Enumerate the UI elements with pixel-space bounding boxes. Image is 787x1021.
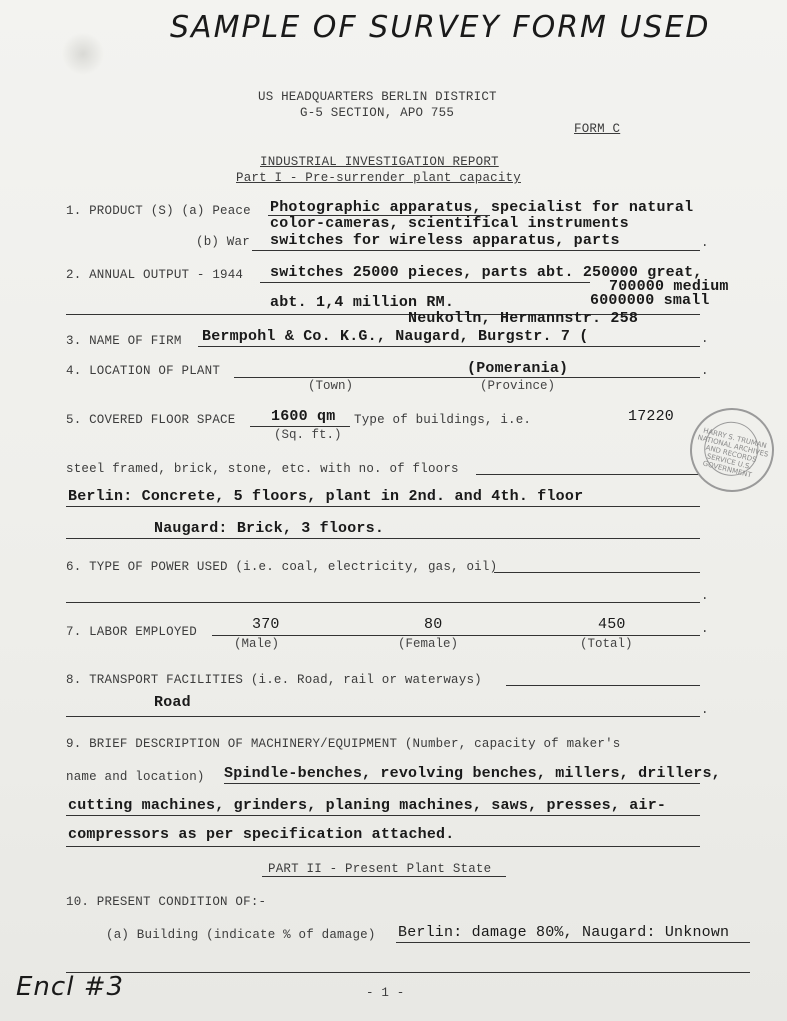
item4-end: . bbox=[701, 364, 709, 378]
handwritten-title: SAMPLE OF SURVEY FORM USED bbox=[170, 10, 711, 45]
header-line-1: US HEADQUARTERS BERLIN DISTRICT bbox=[258, 90, 497, 104]
item3-value: Bermpohl & Co. K.G., Naugard, Burgstr. 7 ( bbox=[202, 328, 589, 345]
item1-war-rule bbox=[252, 250, 700, 251]
item10-label: 10. PRESENT CONDITION OF:- bbox=[66, 895, 267, 909]
item8-label: 8. TRANSPORT FACILITIES (i.e. Road, rail or waterways) bbox=[66, 673, 482, 687]
item3-label: 3. NAME OF FIRM bbox=[66, 334, 182, 348]
page-number: - 1 - bbox=[366, 986, 405, 1000]
item4-rule bbox=[234, 377, 700, 378]
item6-end: . bbox=[701, 589, 709, 603]
item4-label: 4. LOCATION OF PLANT bbox=[66, 364, 221, 378]
item7-male: 370 bbox=[252, 616, 280, 633]
part2-rule bbox=[262, 876, 506, 877]
item8-rule-1 bbox=[506, 685, 700, 686]
item5-floor-value: 1600 qm bbox=[271, 408, 336, 425]
handwritten-enclosure-note: Encl #3 bbox=[16, 972, 125, 1002]
item10-a-label: (a) Building (indicate % of damage) bbox=[106, 928, 376, 942]
item4-town-caption: (Town) bbox=[308, 379, 354, 393]
form-id: FORM C bbox=[574, 122, 621, 136]
item3-end: . bbox=[701, 332, 709, 346]
item7-end: . bbox=[701, 622, 709, 636]
item5-type-label: Type of buildings, i.e. bbox=[354, 413, 532, 427]
part1-title: Part I - Pre-surrender plant capacity bbox=[236, 171, 521, 185]
item2-medium: 700000 medium bbox=[609, 278, 729, 295]
item1-label: 1. PRODUCT (S) (a) Peace bbox=[66, 204, 251, 218]
item8-end: . bbox=[701, 703, 709, 717]
item7-female: 80 bbox=[424, 616, 443, 633]
item1-peace-line1: Photographic apparatus, specialist for natural bbox=[270, 199, 694, 216]
item1-peace-line2: color-cameras, scientifical instruments bbox=[270, 215, 629, 232]
report-title: INDUSTRIAL INVESTIGATION REPORT bbox=[260, 155, 499, 169]
paper-smudge bbox=[62, 32, 104, 76]
item9-label: 9. BRIEF DESCRIPTION OF MACHINERY/EQUIPMENT (Number, capacity of maker's bbox=[66, 737, 621, 751]
item3-rule bbox=[198, 346, 700, 347]
item5-line2: Naugard: Brick, 3 floors. bbox=[154, 520, 385, 537]
item7-total: 450 bbox=[598, 616, 626, 633]
item3-address-above: Neukolln, Hermannstr. 258 bbox=[408, 310, 639, 327]
item7-rule bbox=[212, 635, 700, 636]
item9-line1: Spindle-benches, revolving benches, millers, drillers, bbox=[224, 765, 721, 782]
item8-value: Road bbox=[154, 694, 191, 711]
item1-war-value: switches for wireless apparatus, parts bbox=[270, 232, 620, 249]
item1-war-label: (b) War bbox=[196, 235, 250, 249]
item9-rule-3 bbox=[66, 846, 700, 847]
archive-stamp bbox=[681, 399, 783, 501]
item6-rule-2 bbox=[66, 602, 700, 603]
header-line-2: G-5 SECTION, APO 755 bbox=[300, 106, 455, 120]
item2-label: 2. ANNUAL OUTPUT - 1944 bbox=[66, 268, 244, 282]
item5-rule-2 bbox=[66, 538, 700, 539]
item2-line2: abt. 1,4 million RM. bbox=[270, 294, 455, 311]
item6-label: 6. TYPE OF POWER USED (i.e. coal, electricity, gas, oil) bbox=[66, 560, 498, 574]
item2-small: 6000000 small bbox=[590, 292, 710, 309]
item7-female-caption: (Female) bbox=[398, 637, 459, 651]
item9-line2: cutting machines, grinders, planing machines, saws, presses, air- bbox=[68, 797, 667, 814]
item8-rule-2 bbox=[66, 716, 700, 717]
item5-sqft-caption: (Sq. ft.) bbox=[274, 428, 342, 442]
item9-line3: compressors as per specification attached. bbox=[68, 826, 455, 843]
item9-rule-2 bbox=[66, 815, 700, 816]
item4-province-caption: (Province) bbox=[480, 379, 556, 393]
item5-steel-label: steel framed, brick, stone, etc. with no. of floors bbox=[66, 462, 459, 476]
item5-steel-rule bbox=[476, 474, 700, 475]
item5-ref-number: 17220 bbox=[628, 408, 675, 425]
item10-rule-2 bbox=[66, 972, 750, 973]
item5-line1: Berlin: Concrete, 5 floors, plant in 2nd. and 4th. floor bbox=[68, 488, 584, 505]
item2-rule-1 bbox=[260, 282, 590, 283]
item7-total-caption: (Total) bbox=[580, 637, 633, 651]
item7-label: 7. LABOR EMPLOYED bbox=[66, 625, 197, 639]
item9-rule-1 bbox=[224, 783, 700, 784]
item6-rule-1 bbox=[494, 572, 700, 573]
item5-label: 5. COVERED FLOOR SPACE bbox=[66, 413, 236, 427]
item1-end: . bbox=[701, 236, 709, 250]
archive-stamp-text: HARRY S. TRUMAN NATIONAL ARCHIVES AND RECORDS SERVICE U.S. GOVERNMENT bbox=[696, 426, 770, 480]
item7-male-caption: (Male) bbox=[234, 637, 280, 651]
item5-rule-1 bbox=[66, 506, 700, 507]
item5-floor-rule bbox=[250, 426, 350, 427]
item4-province-value: (Pomerania) bbox=[467, 360, 569, 377]
item10-a-rule bbox=[396, 942, 750, 943]
item9-label-2: name and location) bbox=[66, 770, 205, 784]
part2-title: PART II - Present Plant State bbox=[268, 862, 492, 876]
item10-a-value: Berlin: damage 80%, Naugard: Unknown bbox=[398, 924, 730, 941]
item2-line1: switches 25000 pieces, parts abt. 250000 great, bbox=[270, 264, 703, 281]
